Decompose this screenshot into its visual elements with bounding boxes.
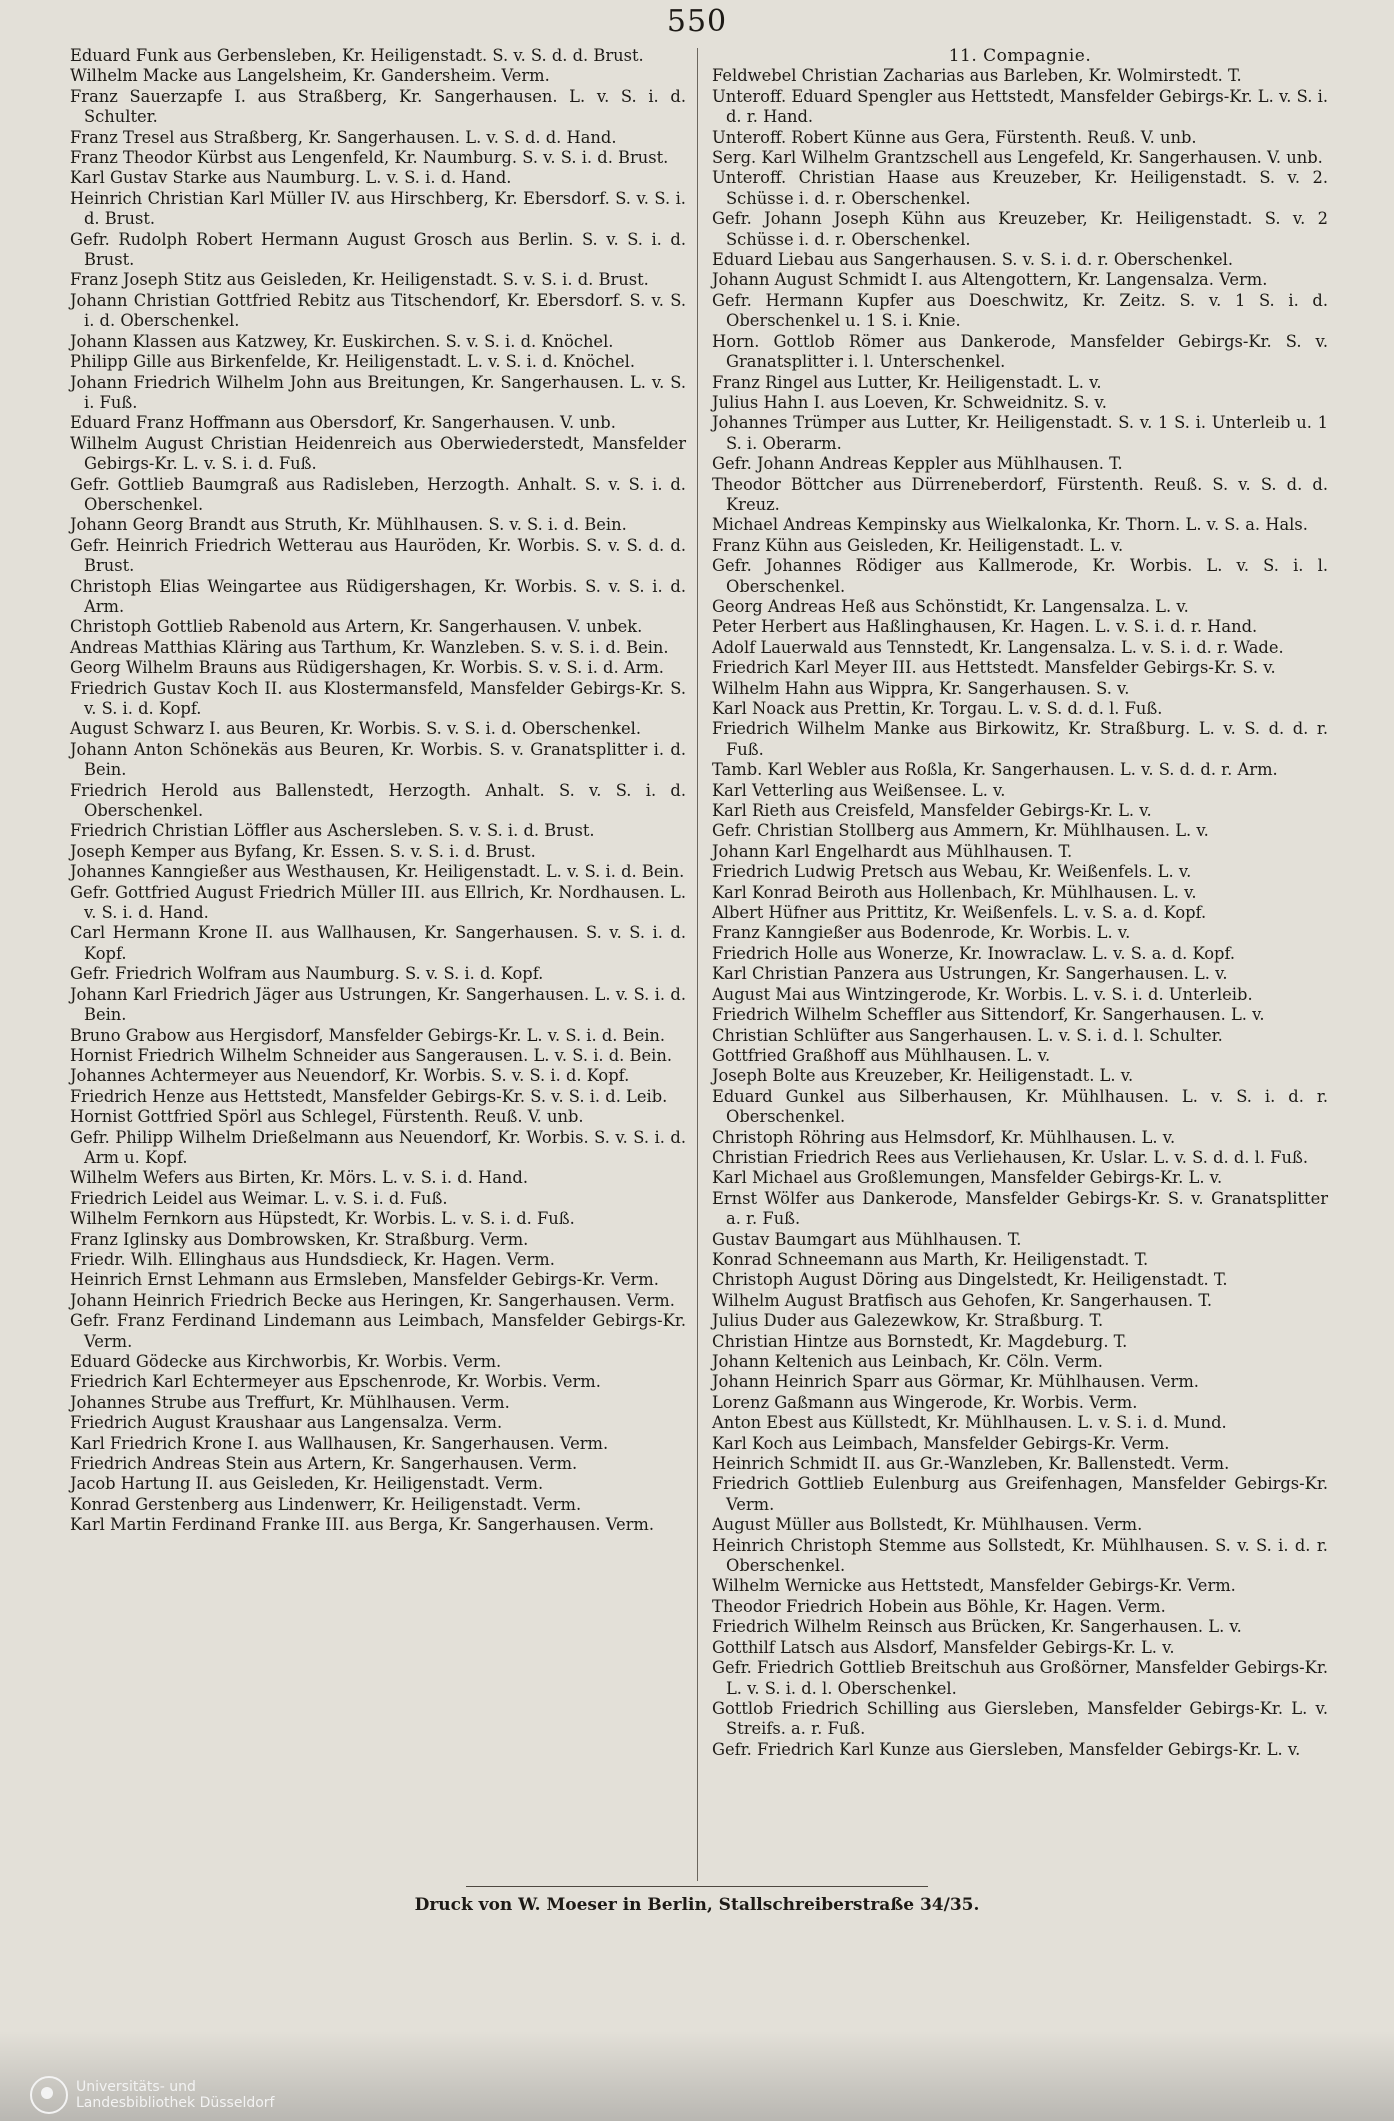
casualty-entry: Karl Friedrich Krone I. aus Wallhausen, Kr. Sangerhausen. Verm. [70, 1433, 609, 1453]
casualty-entry: Horn. Gottlob Römer aus Dankerode, Mansfelder Gebirgs-Kr. S. v. Granatsplitter i. l. Unterschenkel. [712, 331, 1328, 372]
casualty-entry: Gefr. Rudolph Robert Hermann August Grosch aus Berlin. S. v. S. i. d. Brust. [70, 229, 686, 270]
casualty-entry: Karl Noack aus Prettin, Kr. Torgau. L. v. S. d. d. l. Fuß. [712, 699, 1163, 718]
casualty-entry: Johannes Strube aus Treffurt, Kr. Mühlhausen. Verm. [70, 1392, 510, 1412]
casualty-entry: Joseph Bolte aus Kreuzeber, Kr. Heiligenstadt. L. v. [712, 1066, 1134, 1086]
casualty-entry: Georg Wilhelm Brauns aus Rüdigershagen, Kr. Worbis. S. v. S. i. d. Arm. [70, 658, 664, 678]
library-name-line1: Universitäts- und [76, 2079, 196, 2095]
casualty-entry: Wilhelm August Bratfisch aus Gehofen, Kr. Sangerhausen. T. [712, 1290, 1213, 1310]
casualty-entry: Franz Kanngießer aus Bodenrode, Kr. Worbis. L. v. [712, 923, 1131, 943]
casualty-entry: Gefr. Friedrich Wolfram aus Naumburg. S. v. S. i. d. Kopf. [70, 964, 544, 984]
casualty-entry: Franz Iglinsky aus Dombrowsken, Kr. Straßburg. Verm. [70, 1229, 529, 1249]
casualty-entry: Adolf Lauerwald aus Tennstedt, Kr. Langensalza. L. v. S. i. d. r. Wade. [712, 637, 1284, 657]
casualty-entry: Gefr. Johann Andreas Keppler aus Mühlhausen. T. [712, 454, 1123, 474]
casualty-entry: Gefr. Christian Stollberg aus Ammern, Kr. Mühlhausen. L. v. [712, 821, 1209, 841]
casualty-entry: Gefr. Gottfried August Friedrich Müller III. aus Ellrich, Kr. Nordhausen. L. v. S. i. d. Hand. [70, 882, 686, 923]
casualty-entry: Albert Hüfner aus Prittitz, Kr. Weißenfels. L. v. S. a. d. Kopf. [712, 903, 1207, 923]
casualty-entry: Johann Georg Brandt aus Struth, Kr. Mühlhausen. S. v. S. i. d. Bein. [70, 515, 627, 535]
casualty-entry: Jacob Hartung II. aus Geisleden, Kr. Heiligenstadt. Verm. [70, 1474, 544, 1494]
casualty-entry: Anton Ebest aus Küllstedt, Kr. Mühlhausen. L. v. S. i. d. Mund. [712, 1413, 1227, 1433]
casualty-entry: Johann August Schmidt I. aus Altengottern, Kr. Langensalza. Verm. [712, 270, 1268, 290]
casualty-entry: Gefr. Gottlieb Baumgraß aus Radisleben, Herzogth. Anhalt. S. v. S. i. d. Oberschenkel. [70, 474, 686, 514]
casualty-entry: Heinrich Christian Karl Müller IV. aus Hirschberg, Kr. Ebersdorf. S. v. S. i. d. Brust. [70, 188, 686, 229]
casualty-entry: Karl Gustav Starke aus Naumburg. L. v. S. i. d. Hand. [70, 168, 512, 188]
casualty-entry: Friedr. Wilh. Ellinghaus aus Hundsdieck, Kr. Hagen. Verm. [70, 1249, 555, 1269]
casualty-entry: Johann Karl Friedrich Jäger aus Ustrungen, Kr. Sangerhausen. L. v. S. i. d. Bein. [70, 984, 686, 1025]
casualty-entry: Karl Rieth aus Creisfeld, Mansfelder Gebirgs-Kr. L. v. [712, 801, 1152, 821]
casualty-entry: Gefr. Friedrich Karl Kunze aus Giersleben, Mansfelder Gebirgs-Kr. L. v. [712, 1739, 1301, 1759]
library-name [76, 2079, 274, 2111]
casualty-entry: Friedrich Gottlieb Eulenburg aus Greifenhagen, Mansfelder Gebirgs-Kr. Verm. [712, 1474, 1328, 1514]
casualty-entry: Franz Theodor Kürbst aus Lengenfeld, Kr. Naumburg. S. v. S. i. d. Brust. [70, 148, 669, 168]
casualty-entry: Gefr. Hermann Kupfer aus Doeschwitz, Kr. Zeitz. S. v. 1 S. i. d. Oberschenkel u. 1 S. i. Knie. [712, 290, 1328, 331]
casualty-entry: Friedrich Ludwig Pretsch aus Webau, Kr. Weißenfels. L. v. [712, 862, 1192, 882]
casualty-entry: Theodor Böttcher aus Dürreneberdorf, Fürstenth. Reuß. S. v. S. d. d. Kreuz. [712, 474, 1328, 514]
casualty-entry: Carl Hermann Krone II. aus Wallhausen, Kr. Sangerhausen. S. v. S. i. d. Kopf. [70, 923, 686, 963]
casualty-entry: Friedrich Karl Echtermeyer aus Epschenrode, Kr. Worbis. Verm. [70, 1372, 601, 1392]
casualty-entry: Gottfried Graßhoff aus Mühlhausen. L. v. [712, 1045, 1051, 1065]
casualty-entry: Michael Andreas Kempinsky aus Wielkalonka, Kr. Thorn. L. v. S. a. Hals. [712, 515, 1308, 535]
casualty-entry: Wilhelm Fernkorn aus Hüpstedt, Kr. Worbis. L. v. S. i. d. Fuß. [70, 1209, 575, 1229]
casualty-entry: Friedrich Wilhelm Scheffler aus Sittendorf, Kr. Sangerhausen. L. v. [712, 1005, 1265, 1025]
casualty-entry: Friedrich Andreas Stein aus Artern, Kr. Sangerhausen. Verm. [70, 1454, 578, 1474]
casualty-entry: Christian Friedrich Rees aus Verliehausen, Kr. Uslar. L. v. S. d. d. l. Fuß. [712, 1147, 1309, 1167]
casualty-entry: Friedrich Wilhelm Reinsch aus Brücken, Kr. Sangerhausen. L. v. [712, 1617, 1242, 1637]
left-column [70, 46, 686, 1536]
casualty-entry: Unteroff. Robert Künne aus Gera, Fürstenth. Reuß. V. unb. [712, 127, 1197, 147]
casualty-entry: Gefr. Johannes Rödiger aus Kallmerode, Kr. Worbis. L. v. S. i. l. Oberschenkel. [712, 556, 1328, 596]
casualty-entry: Eduard Funk aus Gerbensleben, Kr. Heiligenstadt. S. v. S. d. d. Brust. [70, 46, 644, 65]
casualty-entry: Eduard Gödecke aus Kirchworbis, Kr. Worbis. Verm. [70, 1352, 502, 1371]
casualty-entry: Karl Koch aus Leimbach, Mansfelder Gebirgs-Kr. Verm. [712, 1433, 1170, 1453]
casualty-entry: Friedrich August Kraushaar aus Langensalza. Verm. [70, 1413, 503, 1433]
casualty-entry: Gefr. Johann Joseph Kühn aus Kreuzeber, Kr. Heiligenstadt. S. v. 2 Schüsse i. d. r. Oberschenkel. [712, 209, 1328, 249]
casualty-entry: Christian Schlüfter aus Sangerhausen. L. v. S. i. d. l. Schulter. [712, 1025, 1223, 1045]
casualty-entry: Wilhelm Wefers aus Birten, Kr. Mörs. L. v. S. i. d. Hand. [70, 1168, 529, 1188]
casualty-entry: Johann Christian Gottfried Rebitz aus Titschendorf, Kr. Ebersdorf. S. v. S. i. d. Oberschenkel. [70, 290, 686, 331]
library-name-line2: Landesbibliothek Düsseldorf [76, 2095, 275, 2111]
casualty-entry: Christoph August Döring aus Dingelstedt, Kr. Heiligenstadt. T. [712, 1270, 1228, 1290]
casualty-entry: Wilhelm Wernicke aus Hettstedt, Mansfelder Gebirgs-Kr. Verm. [712, 1576, 1236, 1596]
casualty-entry: Karl Martin Ferdinand Franke III. aus Berga, Kr. Sangerhausen. Verm. [70, 1515, 655, 1535]
casualty-entry: August Müller aus Bollstedt, Kr. Mühlhausen. Verm. [712, 1515, 1143, 1535]
casualty-entry: Julius Hahn I. aus Loeven, Kr. Schweidnitz. S. v. [712, 392, 1107, 412]
casualty-entry: Christoph Röhring aus Helmsdorf, Kr. Mühlhausen. L. v. [712, 1127, 1176, 1147]
casualty-entry: Friedrich Herold aus Ballenstedt, Herzogth. Anhalt. S. v. S. i. d. Oberschenkel. [70, 780, 686, 821]
casualty-entry: Gottlob Friedrich Schilling aus Giersleben, Mansfelder Gebirgs-Kr. L. v. Streifs. a. r. Fuß. [712, 1698, 1328, 1739]
casualty-entry: Eduard Franz Hoffmann aus Obersdorf, Kr. Sangerhausen. V. unb. [70, 413, 616, 433]
casualty-entry: Unteroff. Eduard Spengler aus Hettstedt, Mansfelder Gebirgs-Kr. L. v. S. i. d. r. Hand. [712, 86, 1328, 127]
casualty-entry: Konrad Schneemann aus Marth, Kr. Heiligenstadt. T. [712, 1249, 1149, 1269]
casualty-entry: Christoph Gottlieb Rabenold aus Artern, Kr. Sangerhausen. V. unbek. [70, 617, 643, 637]
casualty-entry: Franz Kühn aus Geisleden, Kr. Heiligenstadt. L. v. [712, 535, 1124, 555]
casualty-entry: Christoph Elias Weingartee aus Rüdigershagen, Kr. Worbis. S. v. S. i. d. Arm. [70, 576, 686, 616]
casualty-entry: Johannes Achtermeyer aus Neuendorf, Kr. Worbis. S. v. S. i. d. Kopf. [70, 1066, 630, 1086]
casualty-entry: Friedrich Henze aus Hettstedt, Mansfelder Gebirgs-Kr. S. v. S. i. d. Leib. [70, 1086, 668, 1106]
casualty-entry: Lorenz Gaßmann aus Wingerode, Kr. Worbis. Verm. [712, 1392, 1138, 1412]
library-logo-icon [30, 2076, 68, 2114]
casualty-entry: Karl Christian Panzera aus Ustrungen, Kr. Sangerhausen. L. v. [712, 964, 1228, 984]
casualty-entry: Theodor Friedrich Hobein aus Böhle, Kr. Hagen. Verm. [712, 1596, 1166, 1616]
right-column [712, 46, 1328, 1760]
casualty-entry: Karl Michael aus Großlemungen, Mansfelder Gebirgs-Kr. L. v. [712, 1168, 1223, 1188]
casualty-entry: Franz Tresel aus Straßberg, Kr. Sangerhausen. L. v. S. d. d. Hand. [70, 127, 617, 147]
casualty-entry: Franz Sauerzapfe I. aus Straßberg, Kr. Sangerhausen. L. v. S. i. d. Schulter. [70, 86, 686, 127]
casualty-entry: August Mai aus Wintzingerode, Kr. Worbis. L. v. S. i. d. Unterleib. [712, 984, 1253, 1004]
casualty-entry: Tamb. Karl Webler aus Roßla, Kr. Sangerhausen. L. v. S. d. d. r. Arm. [712, 760, 1278, 780]
footer-rule [466, 1886, 928, 1887]
casualty-entry: Johann Heinrich Sparr aus Görmar, Kr. Mühlhausen. Verm. [712, 1372, 1199, 1392]
casualty-entry: Friedrich Karl Meyer III. aus Hettstedt. Mansfelder Gebirgs-Kr. S. v. [712, 658, 1276, 678]
casualty-entry: Georg Andreas Heß aus Schönstidt, Kr. Langensalza. L. v. [712, 596, 1189, 616]
casualty-entry: Johann Karl Engelhardt aus Mühlhausen. T. [712, 841, 1073, 861]
casualty-entry: Johann Klassen aus Katzwey, Kr. Euskirchen. S. v. S. i. d. Knöchel. [70, 331, 614, 351]
casualty-entry: Johann Friedrich Wilhelm John aus Breitungen, Kr. Sangerhausen. L. v. S. i. Fuß. [70, 372, 686, 412]
casualty-entry: Franz Joseph Stitz aus Geisleden, Kr. Heiligenstadt. S. v. S. i. d. Brust. [70, 270, 649, 290]
casualty-entry: Serg. Karl Wilhelm Grantzschell aus Lengefeld, Kr. Sangerhausen. V. unb. [712, 148, 1323, 168]
printer-imprint: Druck von W. Moeser in Berlin, Stallschreiberstraße 34/35. [414, 1895, 980, 1915]
casualty-entry: Gefr. Philipp Wilhelm Drießelmann aus Neuendorf, Kr. Worbis. S. v. S. i. d. Arm u. Kopf. [70, 1127, 686, 1167]
page-number: 550 [666, 4, 728, 39]
casualty-entry: Johannes Kanngießer aus Westhausen, Kr. Heiligenstadt. L. v. S. i. d. Bein. [70, 862, 685, 882]
casualty-entry: Heinrich Ernst Lehmann aus Ermsleben, Mansfelder Gebirgs-Kr. Verm. [70, 1270, 659, 1290]
casualty-entry: Hornist Gottfried Spörl aus Schlegel, Fürstenth. Reuß. V. unb. [70, 1107, 584, 1127]
casualty-entry: Andreas Matthias Kläring aus Tarthum, Kr. Wanzleben. S. v. S. i. d. Bein. [70, 637, 669, 657]
casualty-entry: Ernst Wölfer aus Dankerode, Mansfelder Gebirgs-Kr. S. v. Granatsplitter a. r. Fuß. [712, 1188, 1328, 1229]
casualty-entry: Feldwebel Christian Zacharias aus Barleben, Kr. Wolmirstedt. T. [712, 66, 1242, 86]
casualty-entry: Franz Ringel aus Lutter, Kr. Heiligenstadt. L. v. [712, 372, 1102, 392]
casualty-entry: Johann Anton Schönekäs aus Beuren, Kr. Worbis. S. v. Granatsplitter i. d. Bein. [70, 739, 686, 780]
casualty-entry: Bruno Grabow aus Hergisdorf, Mansfelder Gebirgs-Kr. L. v. S. i. d. Bein. [70, 1025, 666, 1045]
casualty-entry: Eduard Gunkel aus Silberhausen, Kr. Mühlhausen. L. v. S. i. d. r. Oberschenkel. [712, 1086, 1328, 1127]
casualty-entry: Johann Keltenich aus Leinbach, Kr. Cöln. Verm. [712, 1352, 1103, 1371]
casualty-entry: Friedrich Wilhelm Manke aus Birkowitz, Kr. Straßburg. L. v. S. d. d. r. Fuß. [712, 719, 1328, 759]
casualty-entry: Gefr. Friedrich Gottlieb Breitschuh aus Großörner, Mansfelder Gebirgs-Kr. L. v. S. i. d. l. Oberschenkel. [712, 1658, 1328, 1698]
company-heading: 11. Compagnie. [948, 46, 1092, 66]
library-watermark [30, 2076, 274, 2114]
casualty-entry: Gefr. Franz Ferdinand Lindemann aus Leimbach, Mansfelder Gebirgs-Kr. Verm. [70, 1311, 686, 1351]
casualty-entry: Wilhelm Macke aus Langelsheim, Kr. Gandersheim. Verm. [70, 66, 550, 86]
casualty-entry: Unteroff. Christian Haase aus Kreuzeber, Kr. Heiligenstadt. S. v. 2. Schüsse i. d. r. Oberschenkel. [712, 168, 1328, 208]
casualty-entry: Friedrich Gustav Koch II. aus Klostermansfeld, Mansfelder Gebirgs-Kr. S. v. S. i. d. Kopf. [70, 678, 686, 718]
casualty-entry: Joseph Kemper aus Byfang, Kr. Essen. S. v. S. i. d. Brust. [70, 841, 536, 861]
casualty-entry: Philipp Gille aus Birkenfelde, Kr. Heiligenstadt. L. v. S. i. d. Knöchel. [70, 352, 635, 372]
casualty-entry: Friedrich Holle aus Wonerze, Kr. Inowraclaw. L. v. S. a. d. Kopf. [712, 943, 1236, 963]
casualty-entry: Johannes Trümper aus Lutter, Kr. Heiligenstadt. S. v. 1 S. i. Unterleib u. 1 S. i. Oberarm. [712, 413, 1328, 453]
casualty-entry: Wilhelm Hahn aus Wippra, Kr. Sangerhausen. S. v. [712, 678, 1130, 698]
casualty-entry: Wilhelm August Christian Heidenreich aus Oberwiederstedt, Mansfelder Gebirgs-Kr. L. v. S. i. d. Fuß. [70, 433, 686, 474]
casualty-entry: Gustav Baumgart aus Mühlhausen. T. [712, 1229, 1022, 1249]
casualty-entry: Karl Konrad Beiroth aus Hollenbach, Kr. Mühlhausen. L. v. [712, 882, 1197, 902]
column-divider [697, 48, 698, 1881]
casualty-entry: Gefr. Heinrich Friedrich Wetterau aus Hauröden, Kr. Worbis. S. v. S. d. d. Brust. [70, 535, 686, 576]
casualty-entry: Hornist Friedrich Wilhelm Schneider aus Sangerausen. L. v. S. i. d. Bein. [70, 1045, 672, 1065]
casualty-entry: Gotthilf Latsch aus Alsdorf, Mansfelder Gebirgs-Kr. L. v. [712, 1637, 1175, 1657]
casualty-entry: Friedrich Leidel aus Weimar. L. v. S. i. d. Fuß. [70, 1188, 448, 1208]
casualty-entry: Eduard Liebau aus Sangerhausen. S. v. S. i. d. r. Oberschenkel. [712, 250, 1234, 270]
casualty-entry: Karl Vetterling aus Weißensee. L. v. [712, 780, 1006, 800]
casualty-entry: Peter Herbert aus Haßlinghausen, Kr. Hagen. L. v. S. i. d. r. Hand. [712, 617, 1258, 637]
casualty-entry: Heinrich Schmidt II. aus Gr.-Wanzleben, Kr. Ballenstedt. Verm. [712, 1454, 1230, 1474]
casualty-entry: Heinrich Christoph Stemme aus Sollstedt, Kr. Mühlhausen. S. v. S. i. d. r. Oberschenkel. [712, 1535, 1328, 1576]
casualty-entry: Johann Heinrich Friedrich Becke aus Heringen, Kr. Sangerhausen. Verm. [70, 1290, 675, 1310]
casualty-entry: Christian Hintze aus Bornstedt, Kr. Magdeburg. T. [712, 1331, 1128, 1351]
casualty-entry: Julius Duder aus Galezewkow, Kr. Straßburg. T. [712, 1311, 1104, 1331]
casualty-entry: August Schwarz I. aus Beuren, Kr. Worbis. S. v. S. i. d. Oberschenkel. [70, 719, 642, 739]
casualty-entry: Friedrich Christian Löffler aus Aschersleben. S. v. S. i. d. Brust. [70, 821, 595, 841]
casualty-entry: Konrad Gerstenberg aus Lindenwerr, Kr. Heiligenstadt. Verm. [70, 1494, 582, 1514]
